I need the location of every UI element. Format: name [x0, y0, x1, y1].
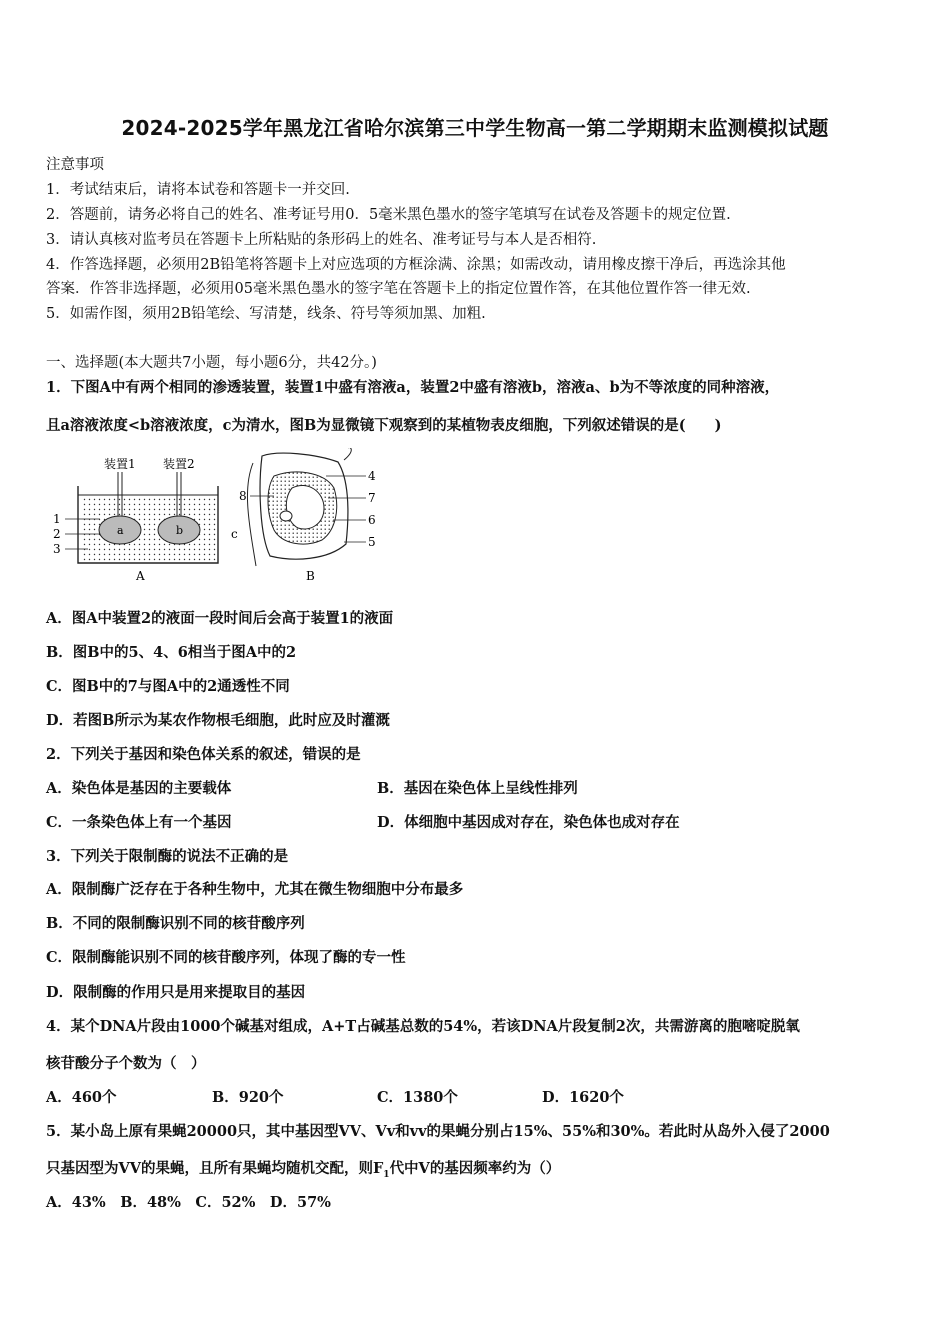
- q2-option-c: C．一条染色体上有一个基因: [46, 814, 232, 831]
- q1-stem-line2: 且a溶液浓度<b溶液浓度，c为清水，图B为显微镜下观察到的某植物表皮细胞，下列叙述错误的是( ): [46, 417, 722, 434]
- q5-line2-sub: 1: [383, 1169, 390, 1180]
- figure-b: [239, 448, 376, 583]
- page-title: 2024-2025学年黑龙江省哈尔滨第三中学生物高一第二学期期末监测模拟试题: [121, 116, 829, 140]
- label-1: 1: [53, 512, 61, 526]
- label-device1: 装置1: [104, 457, 136, 471]
- q1-option-b: B．图B中的5、4、6相当于图A中的2: [46, 644, 297, 661]
- q5-stem-line1: 5．某小岛上原有果蝇20000只，其中基因型VV、Vv和vv的果蝇分别占15%、55%和30%。若此时从岛外入侵了2000: [46, 1123, 830, 1140]
- label-solution-a: a: [117, 524, 124, 537]
- q4-option-b: B．920个: [212, 1089, 284, 1106]
- q5-options: A．43% B．48% C．52% D．57%: [46, 1194, 331, 1211]
- q4-stem-line1: 4．某个DNA片段由1000个碱基对组成，A+T占碱基总数的54%，若该DNA片段复制2次，共需游离的胞嘧啶脱氧: [46, 1018, 800, 1035]
- q2-option-b: B．基因在染色体上呈线性排列: [377, 780, 578, 797]
- notice-heading: 注意事项: [46, 157, 104, 173]
- notice-item: 4．作答选择题，必须用2B铅笔将答题卡上对应选项的方框涂满、涂黑；如需改动，请用橡皮擦干净后，再选涂其他: [46, 257, 786, 273]
- notice-item: 1．考试结束后，请将本试卷和答题卡一并交回.: [46, 182, 350, 198]
- q5-line2-pre: 只基因型为VV的果蝇，且所有果蝇均随机交配，则F: [46, 1160, 384, 1177]
- q2-stem: 2．下列关于基因和染色体关系的叙述，错误的是: [46, 746, 361, 763]
- label-solution-b: b: [176, 524, 184, 537]
- q1-option-a: A．图A中装置2的液面一段时间后会高于装置1的液面: [46, 610, 394, 627]
- q5-line2-post: 代中V的基因频率约为（）: [389, 1160, 561, 1177]
- q3-option-a: A．限制酶广泛存在于各种生物中，尤其在微生物细胞中分布最多: [46, 881, 464, 898]
- label-2: 2: [53, 527, 61, 541]
- q3-option-b: B．不同的限制酶识别不同的核苷酸序列: [46, 915, 305, 932]
- q4-option-d: D．1620个: [542, 1089, 624, 1106]
- notice-item: 5．如需作图，须用2B铅笔绘、写清楚，线条、符号等须加黑、加粗.: [46, 306, 486, 322]
- notice-item: 3．请认真核对监考员在答题卡上所粘贴的条形码上的姓名、准考证号与本人是否相符.: [46, 232, 597, 248]
- q2-option-d: D．体细胞中基因成对存在，染色体也成对存在: [377, 814, 680, 831]
- label-3: 3: [53, 542, 61, 556]
- q1-figure: [48, 448, 388, 588]
- notice-item: 2．答题前，请务必将自己的姓名、准考证号用0．5毫米黑色墨水的签字笔填写在试卷及答题卡的规定位置.: [46, 207, 731, 223]
- q4-option-a: A．460个: [46, 1089, 117, 1106]
- q2-option-a: A．染色体是基因的主要载体: [46, 780, 232, 797]
- label-8: 8: [239, 489, 247, 503]
- q3-stem: 3．下列关于限制酶的说法不正确的是: [46, 848, 289, 865]
- q4-stem-line2: 核苷酸分子个数为（ ）: [46, 1055, 206, 1072]
- q1-stem-line1: 1．下图A中有两个相同的渗透装置，装置1中盛有溶液a，装置2中盛有溶液b，溶液a、b为不等浓度的同种溶液，: [46, 379, 780, 396]
- q1-option-d: D．若图B所示为某农作物根毛细胞，此时应及时灌溉: [46, 712, 390, 729]
- figure-a: [53, 456, 238, 583]
- label-7: 7: [368, 491, 376, 505]
- label-6: 6: [368, 513, 376, 527]
- section-heading: 一、选择题(本大题共7小题，每小题6分，共42分。): [46, 355, 377, 371]
- q1-option-c: C．图B中的7与图A中的2通透性不同: [46, 678, 290, 695]
- notice-item: 答案．作答非选择题，必须用05毫米黑色墨水的签字笔在答题卡上的指定位置作答，在其他位置作答一律无效.: [46, 281, 751, 297]
- q3-option-c: C．限制酶能识别不同的核苷酸序列，体现了酶的专一性: [46, 949, 406, 966]
- label-figure-a: A: [136, 569, 145, 583]
- label-5: 5: [368, 535, 376, 549]
- label-4: 4: [368, 469, 376, 483]
- q4-option-c: C．1380个: [377, 1089, 458, 1106]
- label-device2: 装置2: [163, 457, 195, 471]
- label-figure-b: B: [306, 569, 315, 583]
- q5-stem-line2: [46, 1157, 560, 1180]
- label-water-c: c: [231, 527, 238, 541]
- q3-option-d: D．限制酶的作用只是用来提取目的基因: [46, 984, 306, 1001]
